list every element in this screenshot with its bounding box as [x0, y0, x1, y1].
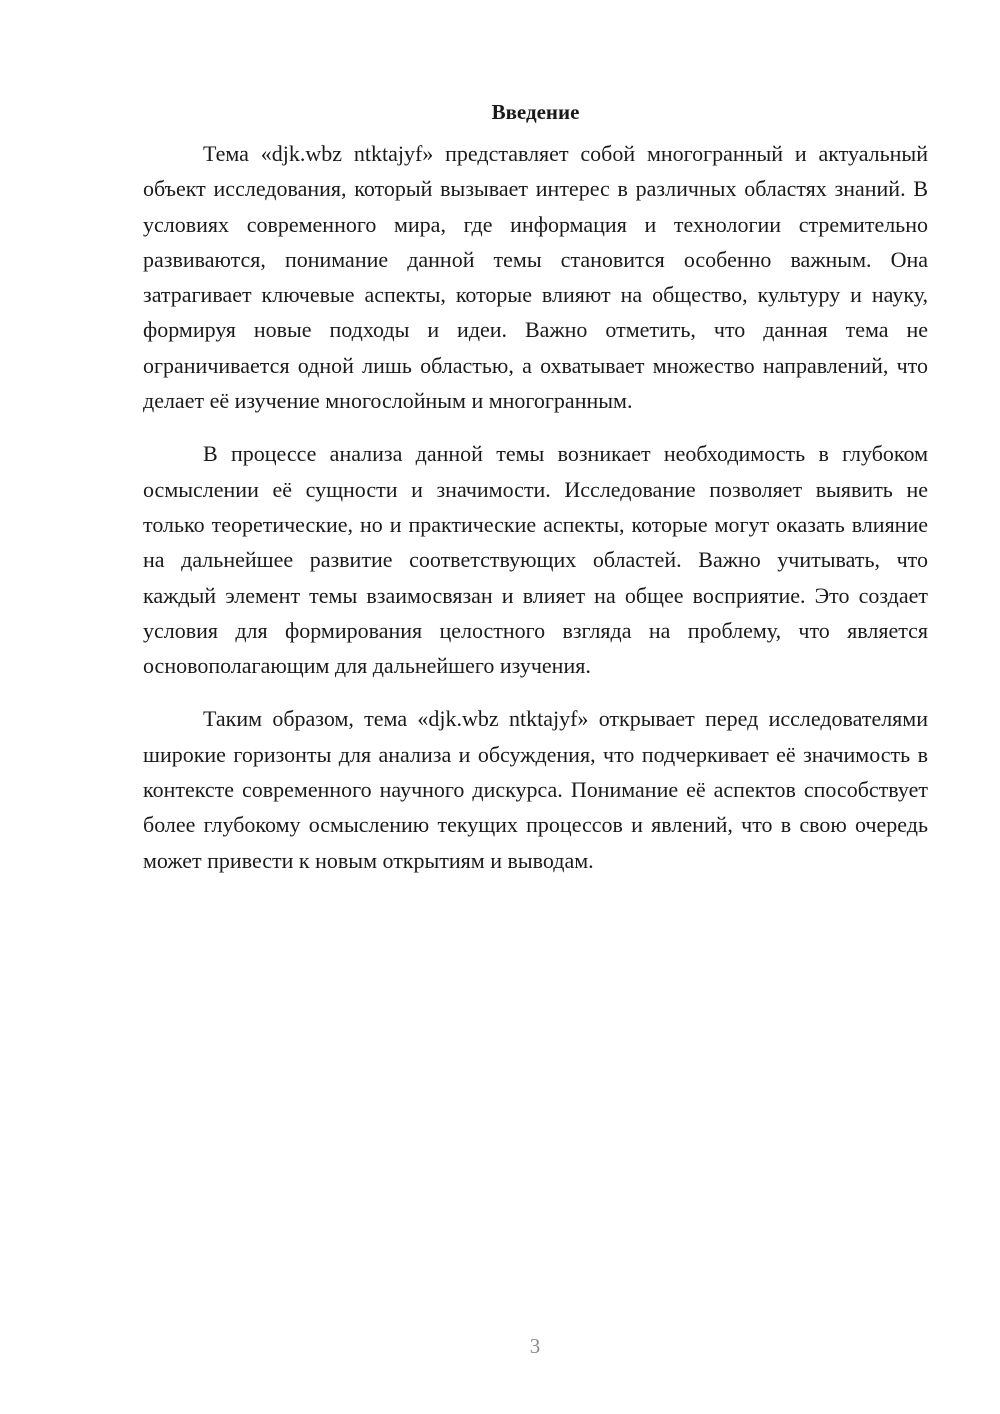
section-heading: Введение — [491, 100, 580, 124]
paragraph-1: Тема «djk.wbz ntktajyf» представляет собой многогранный и актуальный объект исследования, который вызывает интерес в различных областях знаний. В условиях современного мира, где информация и технологии стремительно развиваются, понимание данной темы становится особенно важным. Она затрагивает ключевые аспекты, которые влияют на общество, культуру и науку, формируя новые подходы и идеи. Важно отметить, что данная тема не ограничивается одной лишь областью, а охватывает множество направлений, что делает её изучение многослойным и многогранным. — [143, 141, 928, 414]
paragraph-3: Таким образом, тема «djk.wbz ntktajyf» открывает перед исследователями широкие горизонты для анализа и обсуждения, что подчеркивает её значимость в контексте современного научного дискурса. Понимание её аспектов способствует более глубокому осмыслению текущих процессов и явлений, что в свою очередь может привести к новым открытиям и выводам. — [143, 706, 928, 873]
paragraph-2: В процессе анализа данной темы возникает необходимость в глубоком осмыслении её сущности и значимости. Исследование позволяет выявить не только теоретические, но и практические аспекты, которые могут оказать влияние на дальнейшее развитие соответствующих областей. Важно учитывать, что каждый элемент темы взаимосвязан и влияет на общее восприятие. Это создает условия для формирования целостного взгляда на проблему, что является основополагающим для дальнейшего изучения. — [143, 441, 928, 679]
page-content — [143, 98, 928, 878]
page-number: 3 — [529, 1334, 541, 1358]
